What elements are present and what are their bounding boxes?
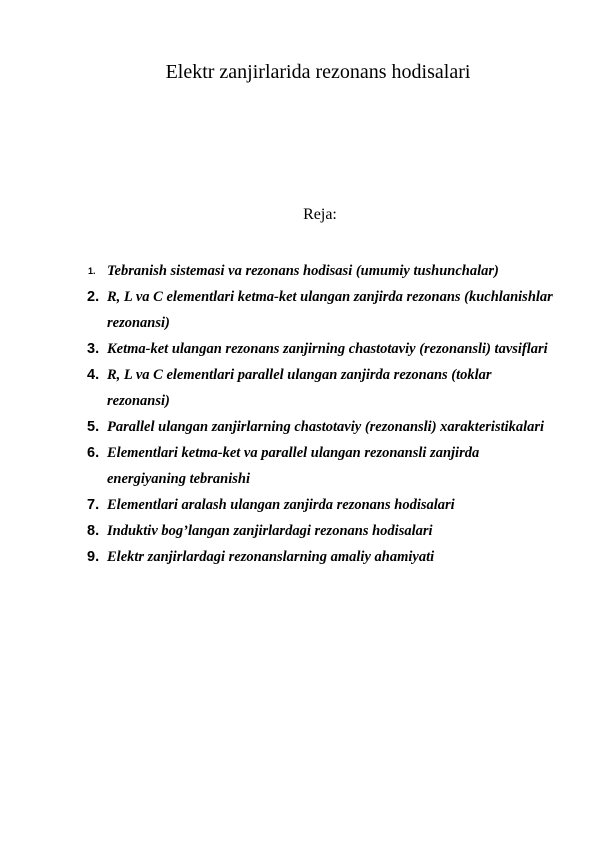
plan-item-number: 3. xyxy=(87,341,100,357)
plan-item-text: Ketma-ket ulangan rezonans zanjirning chastotaviy (rezonansli) tavsiflari xyxy=(107,341,548,357)
plan-item-number: 7. xyxy=(87,497,100,513)
plan-item-text: R, L va C elementlari parallel ulangan zanjirda rezonans (toklar rezonansi) xyxy=(107,367,492,409)
plan-item-number: 1. xyxy=(88,266,96,276)
plan-item xyxy=(86,414,556,440)
plan-item-text: Tebranish sistemasi va rezonans hodisasi (umumiy tushunchalar) xyxy=(107,263,499,279)
plan-item-number: 2. xyxy=(87,289,100,305)
plan-item xyxy=(86,284,556,336)
plan-item-text: Elementlari aralash ulangan zanjirda rezonans hodisalari xyxy=(107,497,455,513)
plan-heading: Reja: xyxy=(303,206,337,223)
plan-item xyxy=(86,336,556,362)
document-title: Elektr zanjirlarida rezonans hodisalari xyxy=(165,61,471,83)
plan-item-text: Elementlari ketma-ket va parallel ulangan rezonansli zanjirda energiyaning tebranishi xyxy=(107,445,480,487)
plan-item-text: Elektr zanjirlardagi rezonanslarning amaliy ahamiyati xyxy=(107,549,435,565)
plan-item xyxy=(86,518,556,544)
plan-item-number: 9. xyxy=(87,549,100,565)
plan-item xyxy=(86,440,556,492)
plan-item-number: 4. xyxy=(87,367,100,383)
plan-item xyxy=(86,544,556,570)
plan-item-number: 6. xyxy=(87,445,100,461)
plan-list xyxy=(86,258,556,570)
plan-item-number: 5. xyxy=(87,419,100,435)
plan-item xyxy=(86,258,556,284)
plan-item-text: R, L va C elementlari ketma-ket ulangan zanjirda rezonans (kuchlanishlar rezonansi) xyxy=(107,289,553,331)
plan-item-text: Parallel ulangan zanjirlarning chastotaviy (rezonansli) xarakteristikalari xyxy=(107,419,545,435)
plan-item-text: Induktiv bog’langan zanjirlardagi rezonans hodisalari xyxy=(107,523,433,539)
plan-item xyxy=(86,362,556,414)
plan-item xyxy=(86,492,556,518)
plan-item-number: 8. xyxy=(87,523,100,539)
